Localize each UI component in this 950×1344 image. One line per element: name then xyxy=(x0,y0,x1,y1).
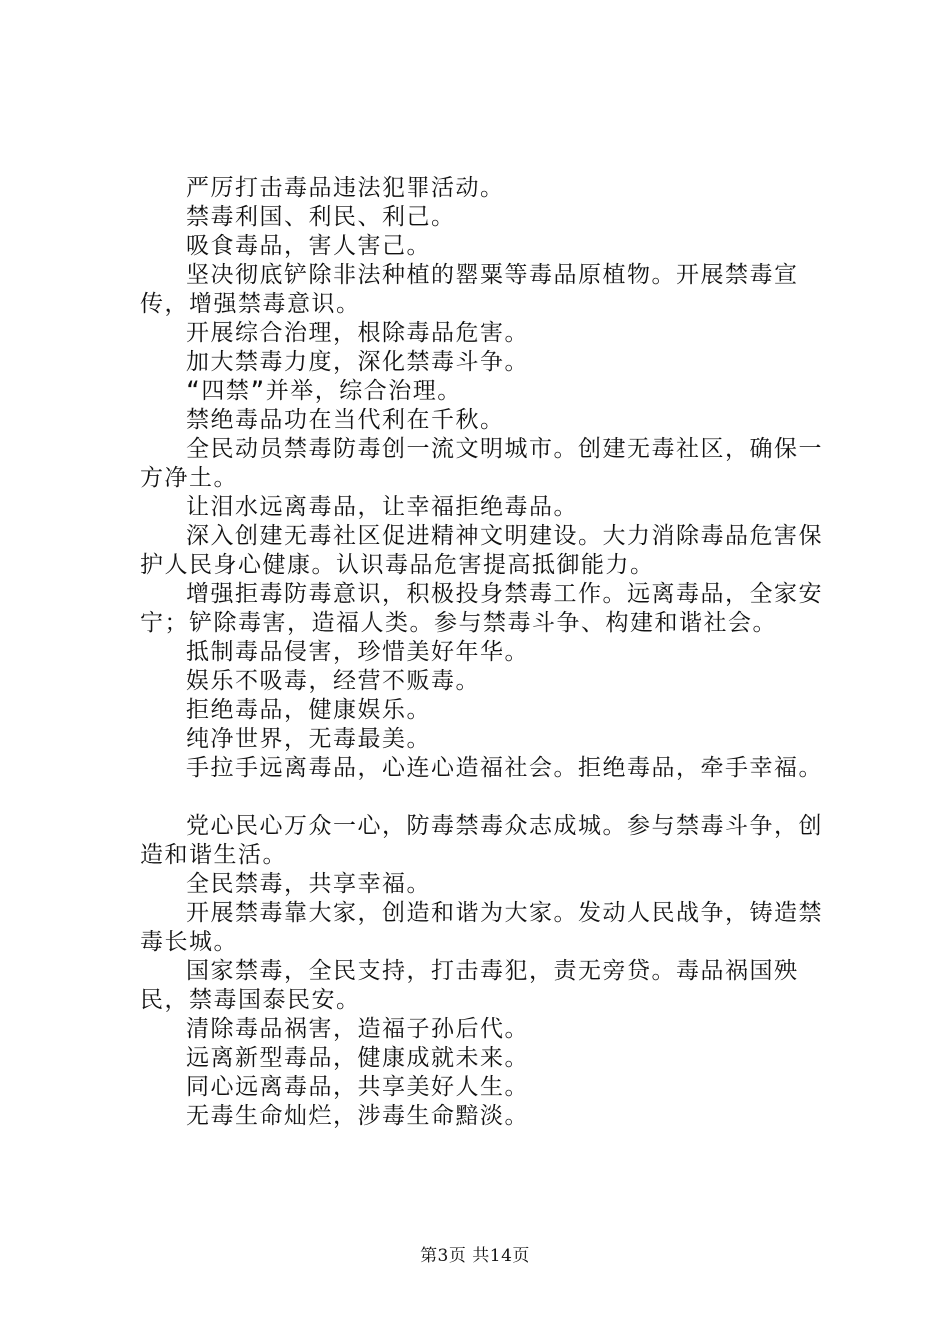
slogan-paragraph: 手拉手远离毒品，心连心造福社会。拒绝毒品，牵手幸福。 xyxy=(186,755,823,781)
slogan-paragraph: 加大禁毒力度，深化禁毒斗争。 xyxy=(186,349,529,375)
slogan-paragraph: 让泪水远离毒品，让幸福拒绝毒品。 xyxy=(186,494,578,520)
slogan-paragraph: 远离新型毒品，健康成就未来。 xyxy=(186,1045,529,1071)
slogan-paragraph: 娱乐不吸毒，经营不贩毒。 xyxy=(186,668,480,694)
slogan-paragraph: 抵制毒品侵害，珍惜美好年华。 xyxy=(186,639,529,665)
slogan-paragraph: 开展综合治理，根除毒品危害。 xyxy=(186,320,529,346)
slogan-paragraph: 坚决彻底铲除非法种植的罂粟等毒品原植物。开展禁毒宣传，增强禁毒意识。 xyxy=(140,262,799,317)
slogan-paragraph: 无毒生命灿烂，涉毒生命黯淡。 xyxy=(186,1103,529,1129)
slogan-paragraph: 开展禁毒靠大家，创造和谐为大家。发动人民战争，铸造禁毒长城。 xyxy=(140,900,823,955)
slogan-paragraph: 吸食毒品，害人害己。 xyxy=(186,233,431,259)
slogan-paragraph: 纯净世界，无毒最美。 xyxy=(186,726,431,752)
slogan-paragraph: 国家禁毒，全民支持，打击毒犯，责无旁贷。毒品祸国殃民，禁毒国泰民安。 xyxy=(140,958,799,1013)
slogan-paragraph: 党心民心万众一心，防毒禁毒众志成城。参与禁毒斗争，创造和谐生活。 xyxy=(140,813,823,868)
slogan-list-first xyxy=(140,174,840,783)
slogan-paragraph: 清除毒品祸害，造福子孙后代。 xyxy=(186,1016,529,1042)
slogan-paragraph: 深入创建无毒社区促进精神文明建设。大力消除毒品危害保护人民身心健康。认识毒品危害提高抵御能力。 xyxy=(140,523,823,578)
paragraph-gap xyxy=(140,783,840,812)
slogan-paragraph: “四禁”并举，综合治理。 xyxy=(186,378,462,404)
slogan-paragraph: 全民禁毒，共享幸福。 xyxy=(186,871,431,897)
slogan-paragraph: 严厉打击毒品违法犯罪活动。 xyxy=(186,175,505,201)
slogan-paragraph: 拒绝毒品，健康娱乐。 xyxy=(186,697,431,723)
slogan-paragraph: 同心远离毒品，共享美好人生。 xyxy=(186,1074,529,1100)
page-footer: 第3页 共14页 xyxy=(420,1246,530,1266)
slogan-paragraph: 增强拒毒防毒意识，积极投身禁毒工作。远离毒品，全家安宁；铲除毒害，造福人类。参与禁毒斗争、构建和谐社会。 xyxy=(140,581,823,636)
slogan-paragraph: 全民动员禁毒防毒创一流文明城市。创建无毒社区，确保一方净土。 xyxy=(140,436,823,491)
slogan-list-second xyxy=(140,812,840,1131)
document-body xyxy=(140,174,840,1131)
slogan-paragraph: 禁毒利国、利民、利己。 xyxy=(186,204,456,230)
slogan-paragraph: 禁绝毒品功在当代利在千秋。 xyxy=(186,407,505,433)
